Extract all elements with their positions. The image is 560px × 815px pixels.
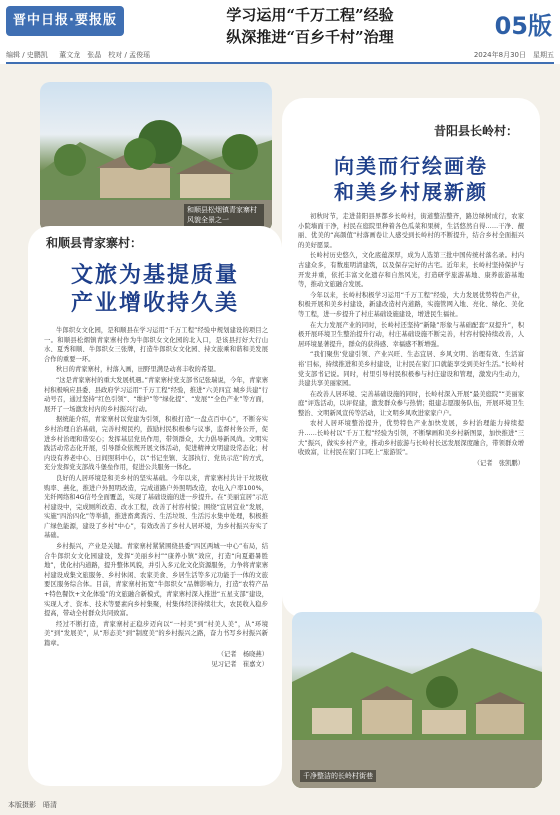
date-line: 2024年8月30日 星期五 — [473, 51, 554, 59]
village-photo-top — [40, 82, 272, 232]
left-article-place: 和顺县青家寨村： — [46, 236, 143, 250]
paragraph: “我们聚焦‘党建引领、产业兴旺、生态宜居、乡风文明、治理有效、生活富裕’目标，持续推进和美乡村建设，让村民在家门口就能享受到美好生活。”长岭村党支部书记说。同时，村里引导村民积极参与村庄建设和管理，激发内生动力，共建共享美丽家园。 — [298, 351, 524, 388]
masthead — [0, 0, 560, 64]
right-article-title-line1: 向美而行绘画卷 — [334, 154, 488, 178]
meta-row — [6, 50, 554, 62]
photo-top-caption: 和顺县松烟镇青家寨村风貌全景之一 — [184, 204, 264, 226]
page-title-line2: 纵深推进“百乡千村”治理 — [226, 28, 394, 46]
photo-credit: 本版摄影 晤清 — [8, 801, 57, 809]
right-article-title-line2: 和美乡村展新颜 — [334, 180, 488, 204]
byline: （记者 张凯鹏） — [473, 459, 524, 467]
paragraph: 在改善人居环境、完善基础设施的同时，长岭村深入开展“最美庭院”“美丽家庭”评选活动，以评促建，激发群众参与热情；组建志愿服务队伍，开展环境卫生整治、文明新风宣传等活动，让文明乡风吹进家家户户。 — [298, 390, 524, 417]
photo-bottom-caption: 千净整洁的长岭村街巷 — [300, 770, 376, 782]
paragraph: 在大力发展产业的同时，长岭村还坚持“新隆”形象与基础配套“双提升”，积极开展环境卫生整治提升行动，村庄基础设施不断完善，村容村貌持续改善，人居环境显著提升，群众的获得感、幸福感不断增强。 — [298, 321, 524, 348]
right-article — [282, 98, 540, 618]
page-title — [130, 4, 490, 46]
paragraph: 长岭村历史悠久，文化底蕴深厚，成为人选第三批中国传统村落名录。村内古建众多，有数座明清建筑，以及保存完好的古宅。近年来，长岭村坚持保护与开发并重，依托丰富文化遗存和自然风光，打造研学旅游基地、康养旅游基地等，推动文旅融合发展。 — [298, 252, 524, 289]
newspaper-logo: 晋中日报·要报版 — [6, 6, 124, 36]
page-title-line1: 学习运用“千万工程”经验 — [226, 6, 394, 24]
paragraph: 据统能介绍，青家寨村以党建为引领，积极打造“一盘点百中心”，不断夯实乡村治理自治基础，完善村规民约，鼓励村民积极参与议事，监督村务公开，促进乡村治理和谐安心；发挥基层党员作用，带领群众，大力倡导新风尚。文明实践活动常态化开展，引导群众依规开展文体活动，促进精神文明建设常态化；村内设有养老中心、日间照料中心，以“书记坐镇、支部执行、党员示范”的方式，充分发挥党支部战斗堡垒作用，促进公共服务一体化。 — [44, 416, 268, 472]
paragraph: 牛郎织女文化园，是和顺县在学习运用“千万工程”经验中规划建设的项目之一。和顺县松烟镇青家寨村作为牛郎织女文化园的北入口，是该县打好大行山水、夏秀和顺、牛郎织女三张牌，打造牛郎织女文化园、持文旅乘和谐和美发展合作的重要一环。 — [44, 327, 268, 363]
byline: （记者 杨晓燕） — [217, 650, 268, 658]
photo-scene-icon — [292, 612, 542, 788]
paragraph: 初秋时节，走进昔阳县界都乡长岭村，街道整洁整齐，路边绿树成行，农家小院墙面干净，村民在庭院里种着各色瓜菜和果树，生活悠然自得……干净、靓丽、优美的“高颜值”村落画卷让人感受到长岭村的不断提升，结合乡村全面振兴的美好愿景。 — [298, 213, 524, 249]
header-rule — [6, 62, 554, 64]
right-article-body — [298, 212, 524, 469]
left-article-title-line2: 产业增收持久美 — [70, 290, 239, 316]
left-article-body — [44, 326, 268, 671]
paragraph: 秋日的青家寨村，村落入画，田野里满是动喜丰收的希望。 — [56, 366, 220, 374]
editors-line: 编辑 / 史鹏凯 董文龙 张晶 校对 / 孟俊瑶 — [6, 51, 151, 59]
paragraph: “这是青家寨村的重大发展机遇。”青家寨村党支部书记张瑞说，今年，青家寨村积极响应县委、县政府学习运用“千万工程”经验，推进“六美四宜 城乡共建”行动号召，通过坚持“红色引领”、“维护”等“绿化提”、“发展”“全色产业”等方面，展开了一场激发村内的乡村振兴行动。 — [44, 376, 268, 413]
left-article-title-line1: 文旅为基提质量 — [70, 262, 239, 288]
village-photo-bottom — [292, 612, 542, 788]
paragraph: 今年以来，长岭村积极学习运用“千万工程”经验，大力发展优势特色产业，积极开展和美乡村建设，新建改造村内道路，实施管网入地、亮化、绿化、美化等工程，进一步提升了村庄基础设施建设，增进民生福祉。 — [298, 291, 524, 318]
byline: 见习记者 崔嘉文） — [211, 661, 268, 669]
right-article-place: 昔阳县长岭村： — [433, 124, 518, 138]
paragraph: 乡村振兴，产业是关键。青家寨村紧紧围绕县委“四区两城一中心”布局，结合牛郎织女文化园建设，发挥“美丽乡村”“康养小镇”效应，打造“向夏避暑胜地”，优化村内道路，提升整体风貌，并引入多元化文化资源服务，力争将青家寨村建设成集文旅服务、乡村休闲、农家美食、乡居生活等多元功能于一体的文旅要区服务综合体。目前，青家寨村拓宽“牛郎织女”品牌影响力，打造“农特产品+特色餐饮+文化体验”的文旅融合新模式，青家寨村深入推进“五星支部”建设，实现人才、资本、技术等要素向乡村集聚，村集体经济持续壮大，农民收入稳步提高，带动全村群众共同致富。 — [44, 543, 268, 618]
page-number: 05版 — [494, 12, 552, 40]
paragraph: 农村人居环境整治提升，优势特色产业加快发展，乡村治理能力持续提升……长岭村以“千万工程”经验为引领，不断擘画和美乡村新图景，加快推进“三大”振兴，做实乡村产业，推动乡村旅游与长岭村长远发展深度融合，带领群众增收致富，让村民在家门口吃上“旅游饭”。 — [298, 420, 524, 457]
paragraph: 良好的人居环境是和美乡村的坚实基础。今年以来，青家寨村共计干垃圾收购率、燕化，推进户外照明改造，完成道路户外照明改造，农电入户率100%，光纤网络和4G信号全面覆盖，实现了基础设施的进一步提升。在“美丽宜居”示范村建设中，完成厕所改造、改水工程，改善了村容村貌；围绕“宜居宜业”发展，实施“四治四化”等举措，推进畜禽粪污、生活垃圾、生活污水集中处理，积极推广绿色能源，建设了乡村“中心”，有效改善了乡村人居环境，为乡村振兴夯实了基础。 — [44, 474, 268, 540]
paragraph: 经过不断打造，青家寨村正稳步迈向以“一村美”到“村美人美”，从“环境美”到“发展美”，从“形态美”到“制度美”的乡村振兴之路，奋力书写乡村振兴新篇章。 — [44, 620, 268, 647]
left-article — [28, 226, 282, 786]
